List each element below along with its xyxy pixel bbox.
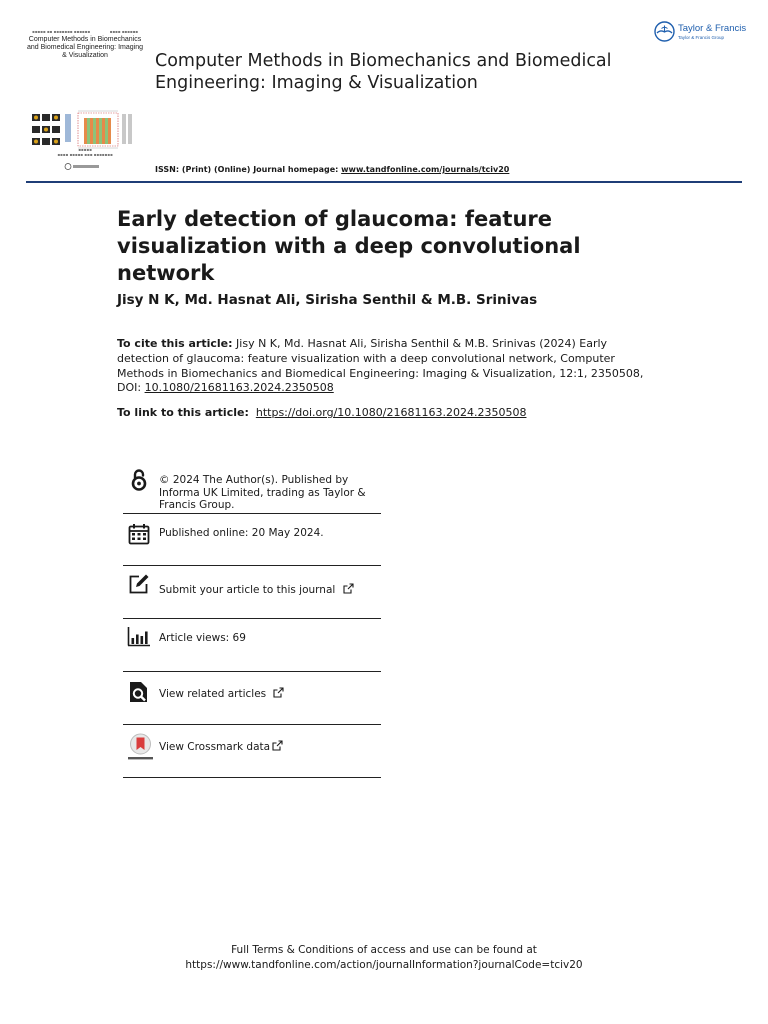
related-articles-link[interactable] bbox=[123, 671, 381, 725]
journal-cover-thumbnail bbox=[26, 26, 144, 174]
published-online-text: Published online: 20 May 2024. bbox=[159, 527, 324, 539]
search-document-icon bbox=[127, 680, 151, 704]
issn-homepage-line bbox=[155, 165, 509, 174]
related-articles-label bbox=[159, 687, 284, 701]
article-views bbox=[123, 618, 381, 672]
taylor-francis-logo-icon bbox=[654, 21, 675, 42]
external-link-icon bbox=[343, 583, 354, 594]
cover-volume-info: ▪▪▪▪▪ ▪▪ ▪▪▪▪▪▪▪ ▪▪▪▪▪▪ bbox=[32, 29, 91, 34]
calendar-icon bbox=[127, 522, 151, 546]
article-title: Early detection of glaucoma: feature visualization with a deep convolutional network bbox=[117, 207, 581, 285]
header-divider bbox=[26, 181, 742, 183]
article-link-line bbox=[117, 406, 526, 419]
external-link-icon bbox=[272, 740, 283, 751]
cover-journal-title: Computer Methods in Biomechanics and Biomedical Engineering: Imaging & Visualization bbox=[27, 36, 143, 59]
publisher-name: Taylor & Francis bbox=[678, 23, 747, 34]
cover-publisher-logo bbox=[64, 163, 108, 170]
terms-url[interactable]: https://www.tandfonline.com/action/journalInformation?journalCode=tciv20 bbox=[185, 958, 583, 971]
publisher-tagline: Taylor & Francis Group bbox=[678, 35, 725, 40]
crossmark-text: View Crossmark data bbox=[159, 741, 271, 753]
cite-label: To cite this article: bbox=[117, 337, 233, 350]
cite-doi-link[interactable]: 10.1080/21681163.2024.2350508 bbox=[144, 381, 334, 395]
cover-issn-info: ▪▪▪▪ ▪▪▪▪▪▪ bbox=[109, 29, 138, 34]
submit-article-text: Submit your article to this journal bbox=[159, 584, 336, 596]
cite-text: Jisy N K, Md. Hasnat Ali, Sirisha Senthil & M.B. Srinivas (2024) Early detection of glaucoma: feature visualization with a deep convolutional network, Computer Methods in Biomechanics and Biomedical Engineering: Imaging & Visualization, 12:1, 2350508, DOI: bbox=[117, 337, 644, 395]
issn-label: ISSN: (Print) (Online) Journal homepage: bbox=[155, 165, 339, 174]
open-access-icon bbox=[127, 468, 151, 492]
related-articles-text: View related articles bbox=[159, 688, 267, 700]
citation-block bbox=[117, 337, 662, 396]
article-authors: Jisy N K, Md. Hasnat Ali, Sirisha Senthil & M.B. Srinivas bbox=[117, 292, 538, 308]
crossmark-icon bbox=[127, 733, 154, 762]
bar-chart-icon bbox=[127, 625, 151, 649]
open-access-text: © 2024 The Author(s). Published by Informa UK Limited, trading as Taylor & Francis Group. bbox=[159, 474, 366, 511]
article-views-text: Article views: 69 bbox=[159, 632, 246, 644]
submit-article-label bbox=[159, 583, 354, 597]
journal-homepage-link[interactable]: www.tandfonline.com/journals/tciv20 bbox=[341, 165, 510, 174]
submit-article-link[interactable] bbox=[123, 565, 381, 619]
crossmark-label bbox=[159, 740, 283, 754]
external-link-icon bbox=[273, 687, 284, 698]
cover-figure bbox=[32, 84, 138, 152]
journal-title: Computer Methods in Biomechanics and Biomedical Engineering: Imaging & Visualization bbox=[155, 51, 612, 93]
edit-icon bbox=[127, 572, 151, 596]
cover-editor-info: ▪▪▪▪▪ ▪▪▪▪ ▪▪▪▪▪ ▪▪▪ ▪▪▪▪▪▪▪ bbox=[57, 147, 113, 157]
article-doi-link[interactable]: https://doi.org/10.1080/21681163.2024.2350508 bbox=[255, 406, 527, 419]
terms-text: Full Terms & Conditions of access and use can be found at bbox=[231, 944, 537, 956]
crossmark-link[interactable] bbox=[123, 724, 381, 778]
taylor-francis-logo[interactable] bbox=[654, 21, 750, 47]
terms-footer bbox=[0, 943, 768, 972]
published-online bbox=[123, 513, 381, 566]
open-access-notice bbox=[123, 466, 381, 514]
link-label: To link to this article: bbox=[117, 406, 249, 419]
